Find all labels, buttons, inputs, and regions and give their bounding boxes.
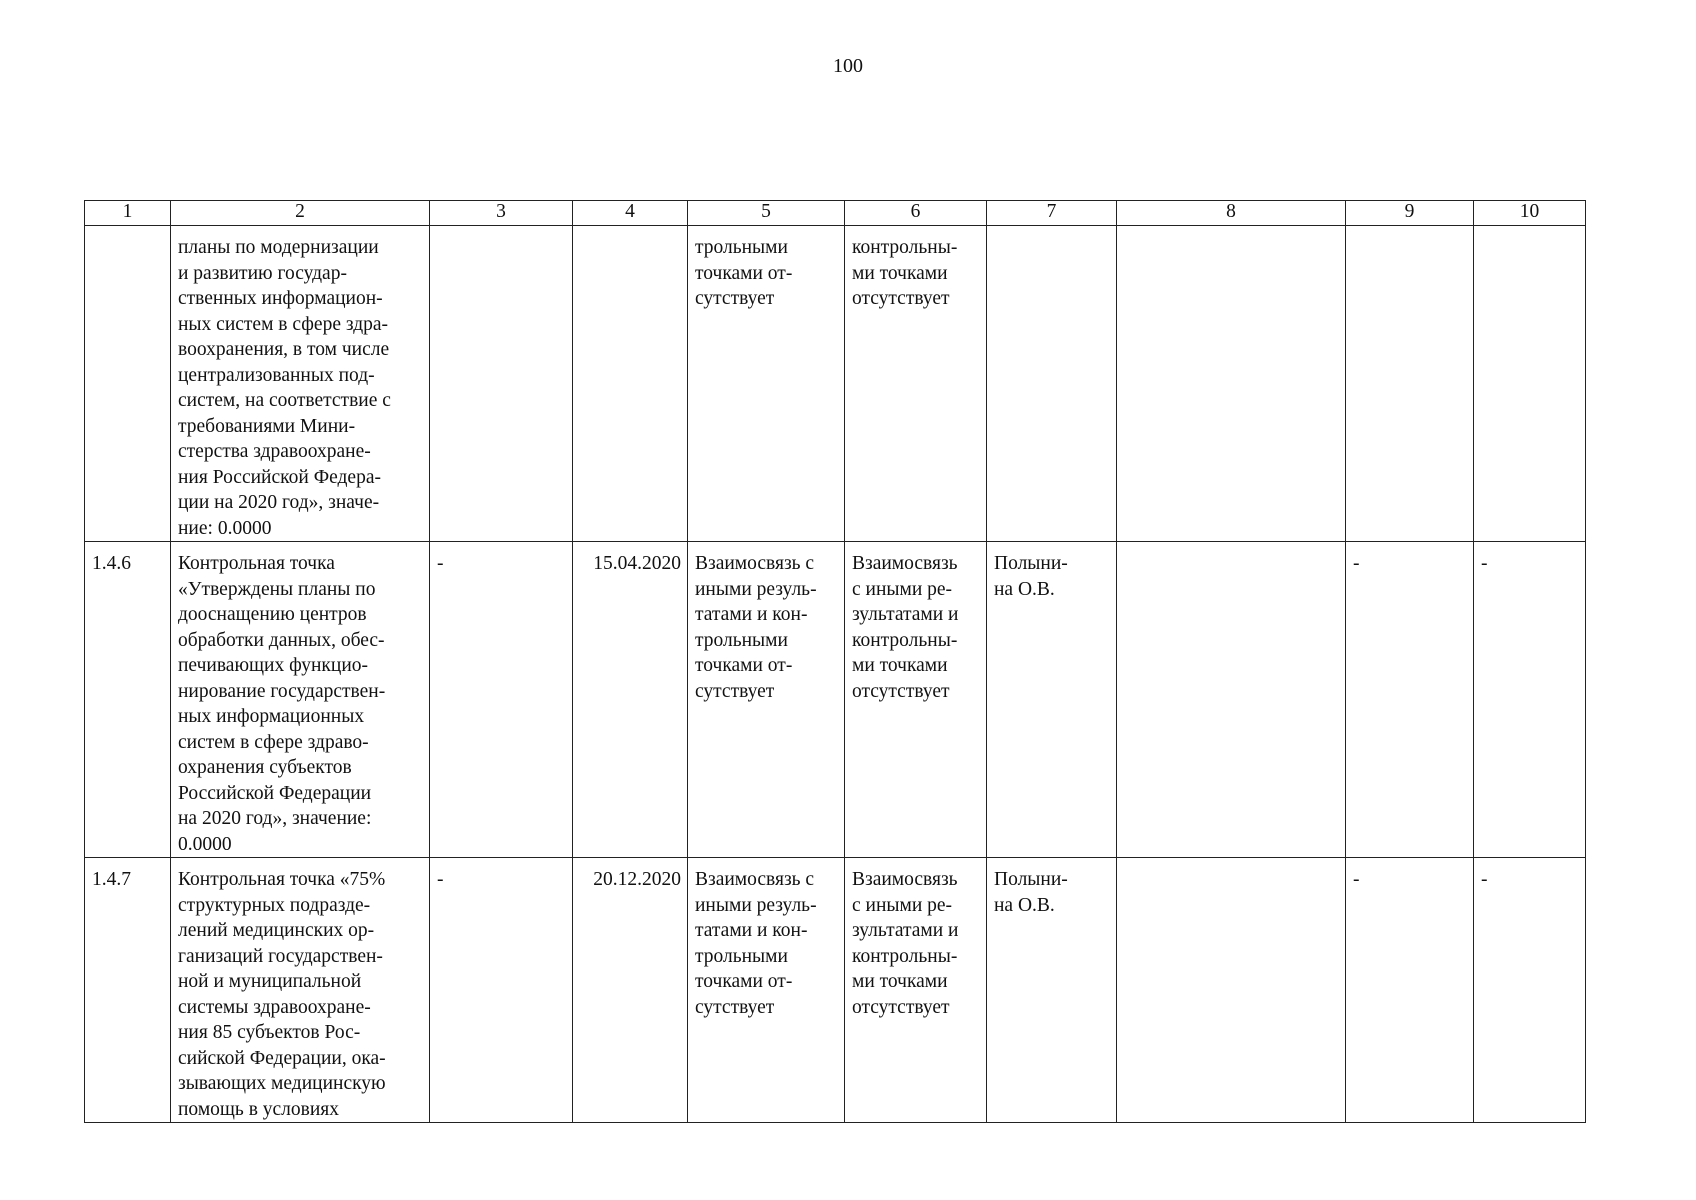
column-header-6: 6 <box>845 201 987 226</box>
cell-name-line: на 2020 год», значение: <box>178 808 372 829</box>
cell-name-line: ния 85 субъектов Рос- <box>178 1022 361 1043</box>
cell-name <box>171 542 430 858</box>
cell-name-line: систем в сфере здраво- <box>178 731 369 753</box>
cell-col5 <box>688 226 845 542</box>
cell-name-line: ных информационных <box>178 706 365 727</box>
cell-col6-line: контрольны- <box>852 237 958 258</box>
cell-col5-line: трольными <box>695 945 788 967</box>
cell-name-line: печивающих функцио- <box>178 655 369 676</box>
cell-col5-line: точками от- <box>695 655 793 676</box>
cell-col9 <box>1346 226 1474 542</box>
cell-responsible <box>987 226 1117 542</box>
cell-col8 <box>1117 226 1346 542</box>
cell-name-line: лений медицинских ор- <box>178 920 375 941</box>
cell-col5-line: Взаимосвязь с <box>695 553 815 574</box>
cell-name-line: ных систем в сфере здра- <box>178 313 389 335</box>
cell-col5-line: сутствует <box>695 288 775 309</box>
cell-name-line: централизованных под- <box>178 364 375 386</box>
table-row <box>85 542 1586 858</box>
cell-name-line: Российской Федерации <box>178 782 372 804</box>
cell-name-line: нирование государствен- <box>178 680 386 702</box>
column-header-7: 7 <box>987 201 1117 226</box>
column-header-10: 10 <box>1474 201 1586 226</box>
column-header-1: 1 <box>85 201 171 226</box>
cell-name <box>171 858 430 1123</box>
cell-col5-line: иными резуль- <box>695 894 817 916</box>
cell-name-line: 0.0000 <box>178 833 232 855</box>
cell-col3 <box>430 226 573 542</box>
column-number-header-row <box>85 201 1586 226</box>
cell-responsible-line: Полыни- <box>994 553 1068 574</box>
cell-name-line: Контрольная точка «75% <box>178 869 386 890</box>
cell-col6 <box>845 858 987 1123</box>
cell-name-line: планы по модернизации <box>178 237 379 258</box>
cell-col5-line: точками от- <box>695 262 793 284</box>
cell-col5-line: трольными <box>695 237 788 258</box>
cell-col5-line: трольными <box>695 629 788 651</box>
cell-col6-line: ми точками <box>852 262 948 284</box>
column-header-2: 2 <box>171 201 430 226</box>
cell-col9: - <box>1346 858 1474 1123</box>
cell-name-line: помощь в условиях <box>178 1098 340 1120</box>
cell-col5-line: татами и кон- <box>695 604 808 625</box>
cell-col8 <box>1117 858 1346 1123</box>
cell-name-line: структурных подразде- <box>178 894 371 916</box>
cell-name-line: Контрольная точка <box>178 553 335 574</box>
cell-name-line: системы здравоохране- <box>178 996 371 1018</box>
cell-date <box>573 226 688 542</box>
cell-col6-line: контрольны- <box>852 629 958 651</box>
cell-name-line: сийской Федерации, ока- <box>178 1047 386 1069</box>
cell-col6-line: отсутствует <box>852 288 950 309</box>
control-points-table <box>84 200 1586 1123</box>
cell-col10: - <box>1474 542 1586 858</box>
cell-col3: - <box>430 542 573 858</box>
table-row <box>85 226 1586 542</box>
cell-responsible-line: на О.В. <box>994 894 1055 916</box>
cell-col5-line: Взаимосвязь с <box>695 869 815 890</box>
cell-name-line: стерства здравоохране- <box>178 441 371 462</box>
cell-name-line: ния Российской Федера- <box>178 466 381 488</box>
cell-col9: - <box>1346 542 1474 858</box>
cell-name-line: ной и муниципальной <box>178 971 362 992</box>
cell-col5-line: сутствует <box>695 680 775 702</box>
cell-number: 1.4.7 <box>85 858 171 1123</box>
column-header-3: 3 <box>430 201 573 226</box>
cell-col6-line: ми точками <box>852 655 948 676</box>
cell-name-line: ние: 0.0000 <box>178 517 272 539</box>
cell-name-line: систем, на соответствие с <box>178 390 391 411</box>
cell-col5-line: иными резуль- <box>695 578 817 600</box>
cell-col5 <box>688 542 845 858</box>
cell-col6-line: зультатами и <box>852 604 959 625</box>
cell-col6-line: ми точками <box>852 971 948 992</box>
cell-col5-line: татами и кон- <box>695 920 808 941</box>
cell-col6-line: зультатами и <box>852 920 959 941</box>
cell-name-line: ганизаций государствен- <box>178 945 383 967</box>
cell-name <box>171 226 430 542</box>
cell-date: 20.12.2020 <box>573 858 688 1123</box>
cell-col6-line: с иными ре- <box>852 894 953 916</box>
cell-col6 <box>845 226 987 542</box>
cell-name-line: «Утверждены планы по <box>178 578 376 600</box>
cell-name-line: ственных информацион- <box>178 288 383 309</box>
table-row <box>85 858 1586 1123</box>
cell-number <box>85 226 171 542</box>
cell-col10 <box>1474 226 1586 542</box>
cell-name-line: воохранения, в том числе <box>178 339 390 360</box>
cell-responsible-line: на О.В. <box>994 578 1055 600</box>
cell-col6-line: Взаимосвязь <box>852 869 958 890</box>
cell-name-line: и развитию государ- <box>178 262 347 284</box>
cell-col6-line: отсутствует <box>852 680 950 702</box>
column-header-8: 8 <box>1117 201 1346 226</box>
cell-col6-line: отсутствует <box>852 996 950 1018</box>
cell-col6 <box>845 542 987 858</box>
column-header-9: 9 <box>1346 201 1474 226</box>
cell-col8 <box>1117 542 1346 858</box>
cell-name-line: ции на 2020 год», значе- <box>178 492 380 513</box>
cell-name-line: охранения субъектов <box>178 757 352 778</box>
cell-col5-line: точками от- <box>695 971 793 992</box>
cell-col3: - <box>430 858 573 1123</box>
cell-number: 1.4.6 <box>85 542 171 858</box>
cell-responsible <box>987 858 1117 1123</box>
cell-col6-line: контрольны- <box>852 945 958 967</box>
cell-col10: - <box>1474 858 1586 1123</box>
cell-name-line: зывающих медицинскую <box>178 1073 386 1094</box>
column-header-5: 5 <box>688 201 845 226</box>
cell-col6-line: Взаимосвязь <box>852 553 958 574</box>
cell-responsible <box>987 542 1117 858</box>
cell-date: 15.04.2020 <box>573 542 688 858</box>
cell-col5 <box>688 858 845 1123</box>
cell-responsible-line: Полыни- <box>994 869 1068 890</box>
column-header-4: 4 <box>573 201 688 226</box>
cell-col6-line: с иными ре- <box>852 578 953 600</box>
cell-col5-line: сутствует <box>695 996 775 1018</box>
cell-name-line: обработки данных, обес- <box>178 629 385 651</box>
cell-name-line: требованиями Мини- <box>178 415 356 437</box>
cell-name-line: дооснащению центров <box>178 604 367 625</box>
page-number: 100 <box>833 55 863 77</box>
